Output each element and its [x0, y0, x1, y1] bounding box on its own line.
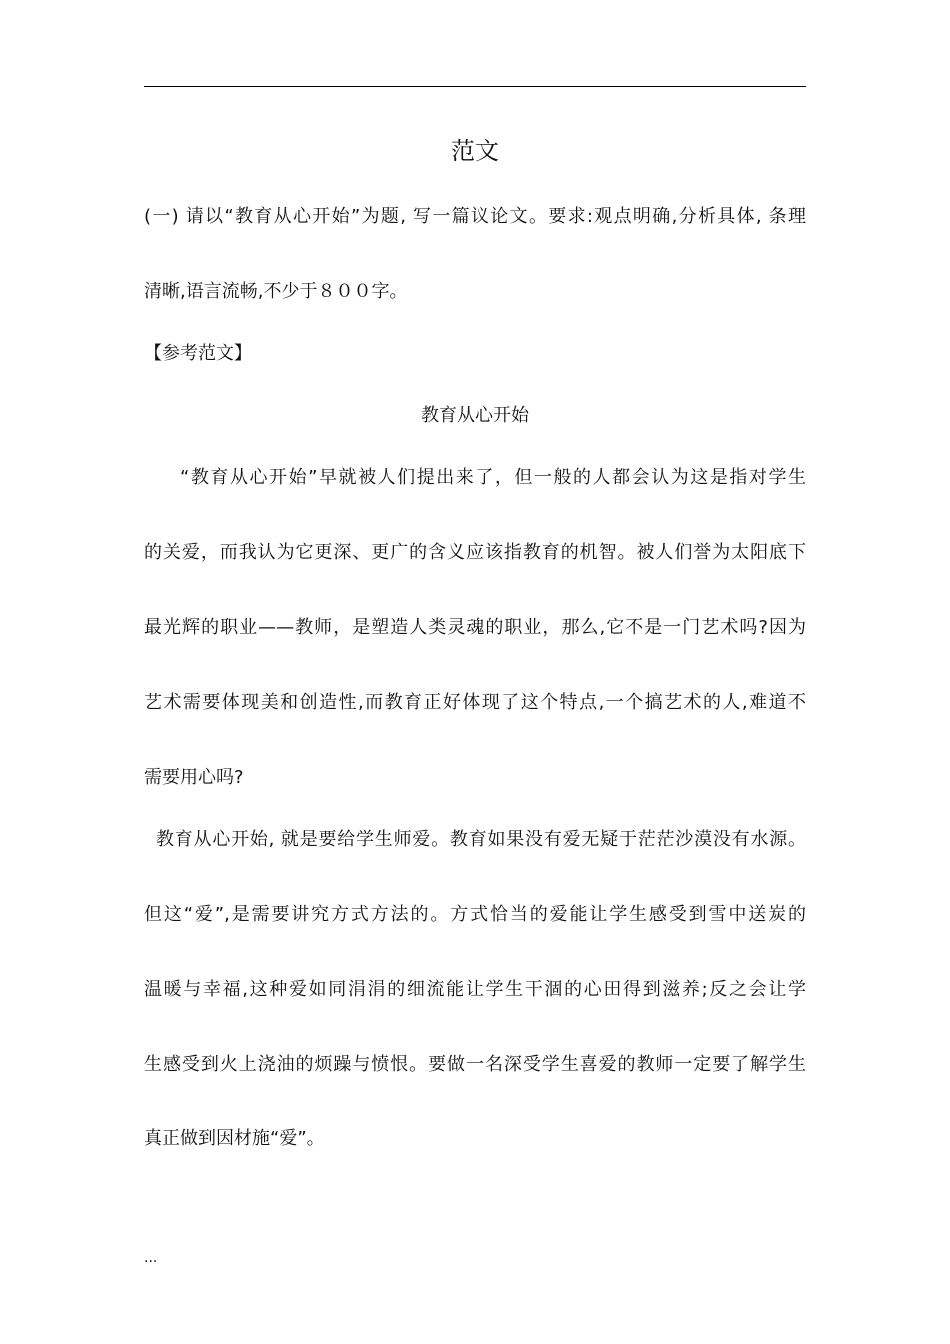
paragraph-1-line-4: 艺术需要体现美和创造性,而教育正好体现了这个特点,一个搞艺术的人,难道不: [144, 692, 806, 713]
essay-title: 教育从心开始: [421, 405, 529, 426]
paragraph-2-line-2: 但这“爱”,是需要讲究方式方法的。方式恰当的爱能让学生感受到雪中送炭的: [144, 904, 806, 925]
prompt-line-1: (一) 请以“教育从心开始”为题, 写一篇议论文。要求:观点明确,分析具体, 条理: [144, 206, 806, 227]
continuation-ellipsis: ...: [144, 1250, 158, 1266]
header-rule: [144, 86, 806, 87]
paragraph-1-line-5: 需要用心吗?: [144, 767, 244, 788]
paragraph-2-line-5: 真正做到因材施“爱”。: [144, 1128, 325, 1149]
document-title: 范文: [451, 137, 499, 165]
paragraph-1-line-2: 的关爱，而我认为它更深、更广的含义应该指教育的机智。被人们誉为太阳底下: [144, 542, 806, 563]
paragraph-2-line-4: 生感受到火上浇油的烦躁与愤恨。要做一名深受学生喜爱的教师一定要了解学生: [144, 1054, 806, 1075]
prompt-line-2: 清晰,语言流畅,不少于８００字。: [144, 281, 408, 302]
reference-label: 【参考范文】: [144, 343, 252, 364]
paragraph-1-line-1: “教育从心开始”早就被人们提出来了，但一般的人都会认为这是指对学生: [180, 467, 806, 488]
paragraph-1-line-3: 最光辉的职业——教师，是塑造人类灵魂的职业，那么,它不是一门艺术吗?因为: [144, 617, 806, 638]
paragraph-2-line-3: 温暖与幸福,这种爱如同涓涓的细流能让学生干涸的心田得到滋养;反之会让学: [144, 979, 806, 1000]
paragraph-2-line-1: 教育从心开始, 就是要给学生师爱。教育如果没有爱无疑于茫茫沙漠没有水源。: [156, 829, 806, 850]
